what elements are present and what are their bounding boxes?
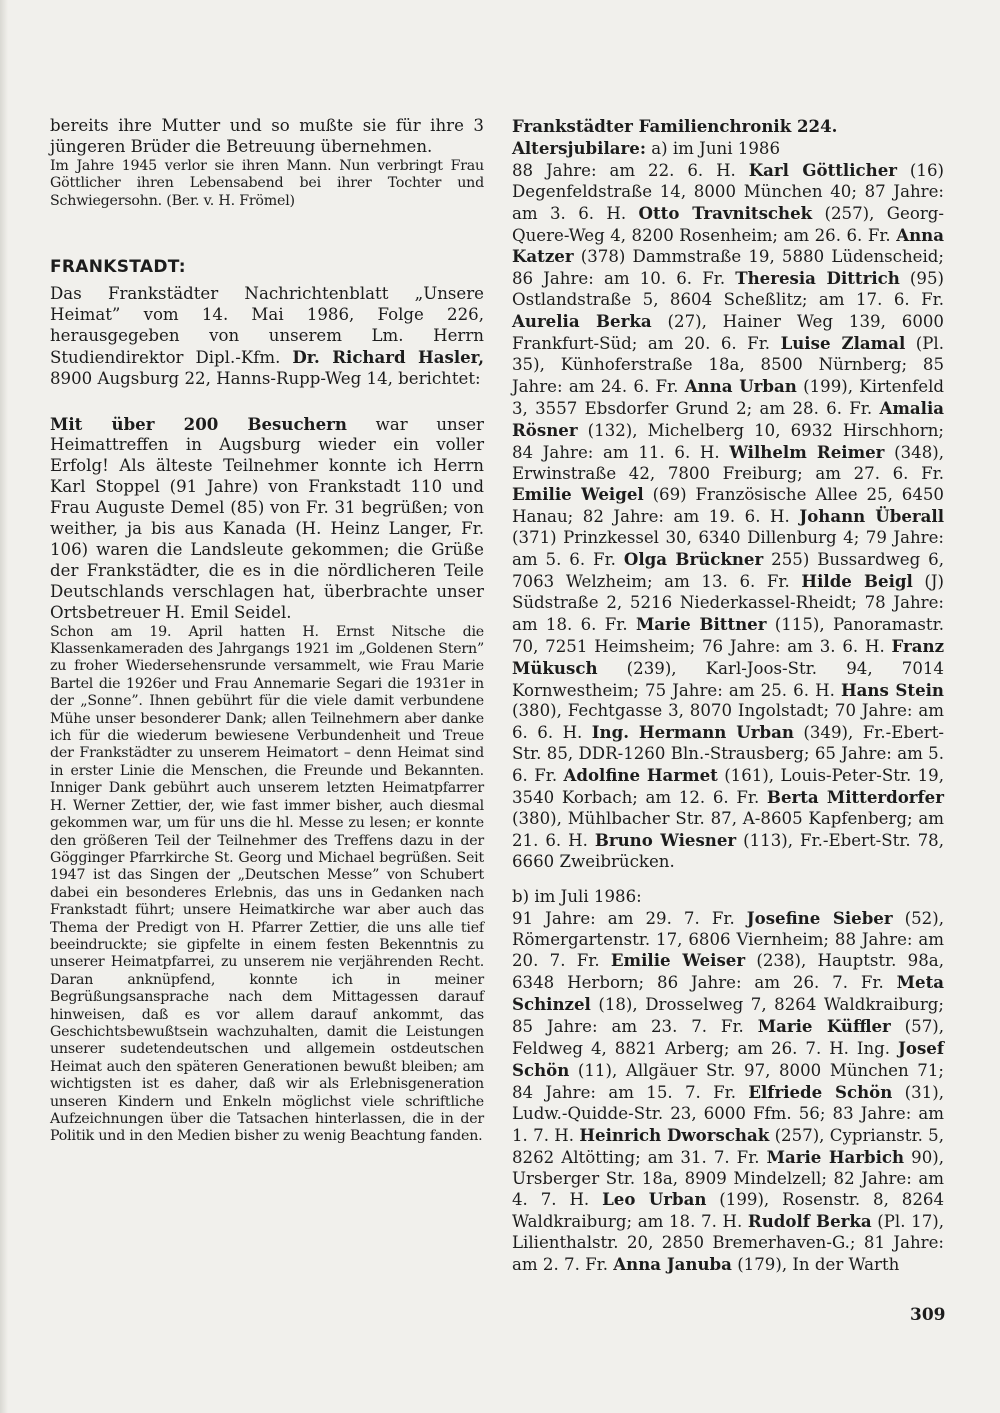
july-label: b) im Juli 1986: [512,886,642,906]
person-name: Berta Mitterdorfer [766,787,944,808]
entry-text: (57), Feldweg 4, 8821 Arberg; am 26. 7. H. Ing. [512,1017,944,1059]
entry-text: (113), Fr.-Ebert-Str. 78, 6660 Zweibrücken. [512,830,945,871]
entry-text: (115), Panoramastr. 70, 7251 Heimsheim; 76 Jahre: am 3. 6. H. [512,614,944,656]
person-name: Johann Überall [799,506,945,527]
jubilare-label: Altersjubilare: [512,137,646,158]
person-name: Emilie Weiser [610,950,746,971]
entry-text: (238), Hauptstr. 98a, 6348 Herborn; 86 Jahre: am 26. 7. Fr. [512,951,944,993]
person-name: Anna Katzer [512,224,944,267]
long-report-paragraph: Schon am 19. April hatten H. Ernst Nitsche die Klassenkameraden des Jahrgangs 1921 im „Goldenen Stern” zu froher Wiedersehensrunde versammelt, wie Frau Marie Bartel die 1926er und Frau Annemarie Segari die 1931er in der „Sonne”. Ihnen gebührt für die viele damit verbundene Mühe unser besonderer Dank; allen Teilnehmern aber danke ich für die wiederum bewiesene Verbundenheit und Treue der Frankstädter zu unserem Heimatort – denn Heimat sind in erster Linie die Menschen, die Freunde und Bekannten. Inniger Dank gebührt auch unserem letzten Heimatpfarrer H. Werner Zettier, der, wie fast immer bisher, auch diesmal gekommen war, um für uns die hl. Messe zu lesen; er konnte den größeren Teil der Teilnehmer des Treffens dazu in der Gögginger Pfarrkirche St. Georg und Michael begrüßen. Seit 1947 ist das Singen der „Deutschen Messe” von Schubert dabei ein besonderes Erlebnis, das uns in Gedanken nach Frankstadt führt; unsere Heimatkirche war aber auch das Thema der Predigt von H. Pfarrer Zettier, die uns alle tief beeindruckte; sie gipfelte in einem festen Bekenntnis zu unserer Heimatpfarrei, zu unserem nie verjährenden Recht. Daran anknüpfend, konnte ich in meiner Begrüßungsansprache nach dem Mittagessen darauf hinweisen, daß es vor allem darauf ankommt, das Geschichtsbewußtsein wachzuhalten, damit die Leistungen unserer sudetendeutschen und allgemein ostdeutschen Heimat auch den späteren Generationen bewußt bleiben; am wichtigsten ist es daher, daß wir als Erlebnisgeneration unseren Kindern und Enkeln möglichst viele schriftliche Aufzeichnungen über die Tatsachen hinterlassen, die in der Politik und in den Medien bisher zu wenig Beachtung fanden. [50,623,484,1145]
entry-text: (371) Prinzkessel 30, 6340 Dillenburg 4; 79 Jahre: am 5. 6. Fr. [512,528,944,570]
person-name: Emilie Weigel [512,484,644,505]
chronicle-title [512,116,944,138]
person-name: Bruno Wiesner [594,829,737,850]
entry-text: (16) Degenfeldstraße 14, 8000 München 40; 87 Jahre: am 3. 6. H. [512,160,944,223]
report-intro-text-b: 8900 Augsburg 22, Hanns-Rupp-Weg 14, berichtet: [50,368,481,388]
jubilare-line [512,138,944,160]
entry-text: (239), Karl-Joos-Str. 94, 7014 Kornwestheim; 75 Jahre: am 25. 6. H. [512,658,944,700]
entry-text: (27), Hainer Weg 139, 6000 Frankfurt-Süd; am 20. 6. Fr. [512,312,944,354]
entry-text: (132), Michelberg 10, 6932 Hirschhorn; 84 Jahre: am 11. 6. H. [512,420,944,462]
person-name: Marie Bittner [635,613,767,634]
entry-text: (161), Louis-Peter-Str. 19, 3540 Korbach; am 12. 6. Fr. [512,766,945,808]
person-name: Adolfine Harmet [563,765,718,786]
meeting-paragraph [50,414,484,624]
person-name: Hilde Beigl [801,571,913,592]
entry-text: (11), Allgäuer Str. 97, 8000 München 71; 84 Jahre: am 15. 7. Fr. [512,1060,944,1102]
entry-text: (69) Französische Allee 25, 6450 Hanau; 82 Jahre: am 19. 6. H. [512,485,944,527]
person-name: Josef Schön [512,1038,944,1080]
entry-text: (Pl. 35), Künhoferstraße 18a, 8500 Nürnberg; 85 Jahre: am 24. 6. Fr. [512,334,945,396]
person-name: Franz Mükusch [512,635,944,678]
entry-text: 255) Bussardweg 6, 7063 Welzheim; am 13. 6. Fr. [512,550,944,592]
june-label: a) im Juni 1986 [645,138,781,158]
page-edge-shadow [0,0,8,1413]
entry-text: (52), Römergartenstr. 17, 6806 Viernheim; 88 Jahre: am 20. 7. Fr. [512,908,944,971]
intro-small-paragraph: Im Jahre 1945 verlor sie ihren Mann. Nun verbringt Frau Göttlicher ihren Lebensabend bei ihrer Tochter und Schwiegersohn. (Ber. v. H. Frömel) [50,157,484,209]
author-name: Dr. Richard Hasler, [292,346,484,367]
person-name: Elfriede Schön [748,1081,893,1102]
person-name: Theresia Dittrich [735,268,900,289]
entry-text: (349), Fr.-Ebert-Str. 85, DDR-1260 Bln.-Strausberg; 65 Jahre: am 5. 6. Fr. [512,723,945,786]
meeting-text: war unser Heimattreffen in Augsburg wieder ein voller Erfolg! Als älteste Teilnehmer konnte ich Herrn Karl Stoppel (91 Jahre) von Frankstadt 110 und Frau Auguste Demel (85) von Fr. 31 begrüßen; von weither, ja bis aus Kanada (H. Heinz Langer, Fr. 106) waren die Landsleute gekommen; die Grüße der Frankstädter, die es in die nördlicheren Teile Deutschlands verschlagen hat, überbrachte unser Ortsbetreuer H. Emil Seidel. [50,414,484,622]
entry-text: (199), Rosenstr. 8, 8264 Waldkraiburg; am 18. 7. H. [512,1190,945,1232]
entry-text: (378) Dammstraße 19, 5880 Lüdenscheid; 86 Jahre: am 10. 6. Fr. [512,247,944,289]
entry-text: 88 Jahre: am 22. 6. H. [512,160,749,180]
person-name: Hans Stein [840,679,944,700]
entry-text: (380), Mühlbacher Str. 87, A-8605 Kapfenberg; am 21. 6. H. [512,809,944,850]
person-name: Marie Harbich [766,1146,905,1167]
person-name: Marie Küffler [757,1016,891,1037]
entry-text: (179), In der Warth [731,1255,900,1275]
right-column [512,116,944,1276]
person-name: Amalia Rösner [512,397,944,440]
entry-text: (95) Ostlandstraße 5, 8604 Scheßlitz; am 17. 6. Fr. [512,269,944,310]
entry-text: (257), Cyprianstr. 5, 8262 Altötting; am 31. 7. Fr. [512,1125,945,1167]
entry-text: (380), Fechtgasse 3, 8070 Ingolstadt; 70 Jahre: am 6. 6. H. [512,701,944,743]
entry-text: (199), Kirtenfeld 3, 3557 Ebsdorfer Grund 2; am 28. 6. Fr. [512,376,944,418]
person-name: Karl Göttlicher [748,159,898,180]
entry-text: (J) Südstraße 2, 5216 Niederkassel-Rheidt; 78 Jahre: am 18. 6. Fr. [512,572,945,634]
person-name: Otto Travnitschek [638,202,813,223]
entry-text: 91 Jahre: am 29. 7. Fr. [512,908,747,928]
person-name: Anna Januba [613,1254,732,1275]
person-name: Ing. Hermann Urban [591,722,794,743]
section-heading-frankstadt: FRANKSTADT: [50,257,186,278]
entry-text: 90), Ursberger Str. 18a, 8909 Mindelzell; 82 Jahre: am 4. 7. H. [512,1147,944,1210]
chronicle-title-text: Frankstädter Familienchronik 224. [512,116,838,136]
report-intro-text-a: Das Frankstädter Nachrichtenblatt „Unsere Heimat” vom 14. Mai 1986, Folge 226, herausgegeben von unserem Lm. Herrn Studiendirektor Dipl.-Kfm. [50,284,484,367]
entry-text: (Pl. 17), Lilienthalstr. 20, 2850 Bremerhaven-G.; 81 Jahre: am 2. 7. Fr. [512,1212,945,1275]
entry-text: (348), Erwinstraße 42, 7800 Freiburg; am 27. 6. Fr. [512,442,945,483]
entry-text: (18), Drosselweg 7, 8264 Waldkraiburg; 85 Jahre: am 23. 7. Fr. [512,995,944,1037]
entry-text: (31), Ludw.-Quidde-Str. 23, 6000 Ffm. 56; 83 Jahre: am 1. 7. H. [512,1082,944,1145]
person-name: Aurelia Berka [512,311,652,332]
person-name: Luise Zlamal [780,333,906,354]
meeting-lead: Mit über 200 Besuchern [50,413,347,434]
person-name: Leo Urban [602,1189,707,1210]
june-birthday-list [512,160,944,873]
person-name: Olga Brückner [623,549,764,570]
report-intro-paragraph [50,284,484,390]
person-name: Meta Schinzel [512,972,944,1015]
person-name: Wilhelm Reimer [729,441,885,462]
july-birthday-list [512,908,944,1276]
left-column [50,116,484,1146]
intro-paragraph: bereits ihre Mutter und so mußte sie für ihre 3 jüngeren Brüder die Betreuung übernehmen. [50,116,484,156]
page-number: 309 [910,1305,946,1325]
person-name: Rudolf Berka [747,1211,872,1232]
person-name: Josefine Sieber [746,907,893,928]
person-name: Anna Urban [684,375,797,396]
entry-text: (257), Georg-Quere-Weg 4, 8200 Rosenheim; am 26. 6. Fr. [512,203,945,245]
person-name: Heinrich Dworschak [579,1124,770,1145]
